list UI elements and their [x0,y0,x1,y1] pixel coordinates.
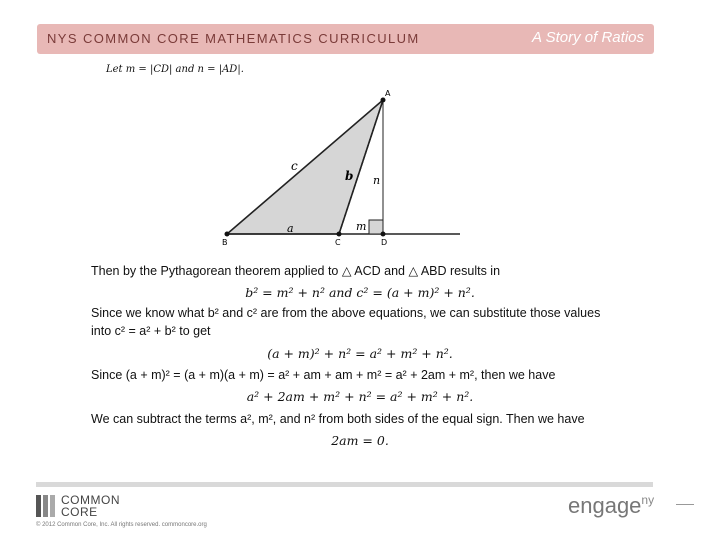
text-line-3: Since we know what b² and c² are from the above equations, we can substitute those values [91,306,601,320]
label-side-b: b [345,169,354,183]
header-banner [37,24,654,54]
point-c [337,232,342,237]
engage-text: engage [568,493,642,518]
footer-divider [36,482,653,487]
triangle-figure [215,88,465,248]
equation-3: a² + 2am + m² + n² = a² + m² + n². [246,389,474,404]
common-core-logo-icon [36,495,55,517]
logo-line-1: COMMON [61,493,120,507]
engage-ny-logo [568,493,654,519]
label-n: n [373,174,381,187]
common-core-logo [36,494,120,518]
label-c: C [335,238,341,247]
copyright-notice: © 2012 Common Core, Inc. All rights reserved. commoncore.org [36,522,207,528]
logo-line-2: CORE [61,505,98,519]
ny-text: ny [641,493,655,507]
equation-2: (a + m)² + n² = a² + m² + n². [267,346,453,361]
label-d: D [381,238,388,247]
module-title: A Story of Ratios [532,29,644,46]
figure-caption: Let m = |CD| and n = |AD|. [106,64,244,75]
engage-rule [676,504,694,505]
right-angle-marker [369,220,383,234]
point-b [225,232,230,237]
equation-1: b² = m² + n² and c² = (a + m)² + n². [245,285,475,300]
text-line-8: We can subtract the terms a², m², and n² from both sides of the equal sign. Then we have [91,412,585,426]
label-side-a: a [287,222,294,235]
point-d [381,232,386,237]
label-a: A [385,89,391,98]
label-side-c: c [291,159,298,173]
text-line-1: Then by the Pythagorean theorem applied to △ ACD and △ ABD results in [91,264,501,278]
point-a [381,98,386,103]
label-b: B [222,238,228,247]
text-line-6: Since (a + m)² = (a + m)(a + m) = a² + am + am + m² = a² + 2am + m², then we have [91,368,556,382]
equation-4: 2am = 0. [331,433,389,448]
label-m: m [356,220,367,233]
curriculum-title: NYS COMMON CORE MATHEMATICS CURRICULUM [47,31,420,46]
triangle-abc [227,100,383,234]
text-line-4: into c² = a² + b² to get [91,324,211,338]
